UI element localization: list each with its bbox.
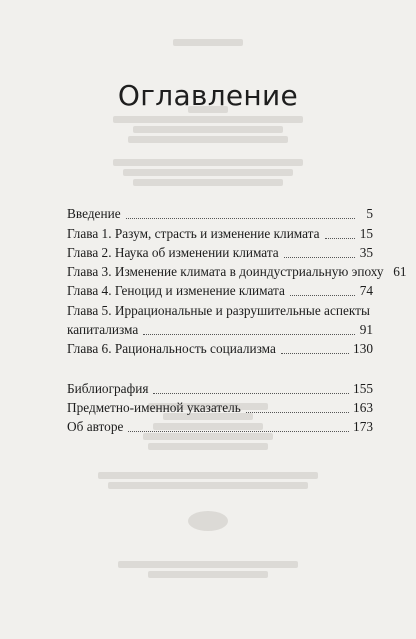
toc-entry-label: Глава 2. Наука об изменении климата: [67, 244, 279, 260]
toc-entry-label: Предметно-именной указатель: [67, 399, 241, 415]
dot-leader: [128, 430, 349, 432]
toc-entry-label: Глава 6. Рациональность социализма: [67, 341, 276, 357]
toc-entry-chapter-1[interactable]: [67, 223, 373, 242]
toc-entry-about-author[interactable]: [67, 417, 373, 436]
toc-entry-chapter-5-line-2[interactable]: [67, 320, 373, 339]
toc-entry-chapter-3[interactable]: [67, 262, 407, 281]
show-through-text: [0, 36, 416, 189]
dot-leader: [281, 352, 349, 354]
toc-entry-label: Об авторе: [67, 419, 124, 435]
dot-leader: [143, 333, 355, 335]
toc-page-number: 163: [353, 399, 373, 415]
toc-entry-label: Глава 3. Изменение климата в доиндустриальную эпоху: [67, 264, 384, 280]
dot-leader: [325, 237, 355, 239]
toc-page-number: 173: [353, 419, 373, 435]
toc-entry-chapter-5-line-1[interactable]: [67, 300, 373, 319]
toc-entry-label: Глава 5. Иррациональные и разрушительные аспекты: [67, 302, 370, 318]
toc-entry-introduction[interactable]: [67, 204, 373, 223]
toc-page-number: 155: [353, 380, 373, 396]
toc-page-number: 74: [359, 283, 373, 299]
dot-leader: [246, 411, 349, 413]
toc-page-number: 130: [353, 341, 373, 357]
toc-page-number: 61: [393, 264, 407, 280]
table-of-contents: [67, 204, 407, 436]
toc-entry-label: Глава 4. Геноцид и изменение климата: [67, 283, 285, 299]
toc-entry-label: Глава 1. Разум, страсть и изменение климата: [67, 225, 320, 241]
section-gap: [67, 358, 373, 378]
toc-entry-label: Введение: [67, 206, 121, 222]
dot-leader: [284, 256, 355, 258]
dot-leader: [126, 217, 355, 219]
dot-leader: [153, 392, 349, 394]
toc-page-number: 35: [359, 244, 373, 260]
toc-page-number: 5: [366, 206, 373, 222]
toc-entry-chapter-2[interactable]: [67, 243, 373, 262]
toc-entry-chapter-4[interactable]: [67, 281, 373, 300]
toc-entry-chapter-6[interactable]: [67, 339, 373, 358]
toc-entry-label: Библиография: [67, 380, 149, 396]
page-title: Оглавление: [117, 78, 299, 112]
toc-entry-index[interactable]: [67, 398, 373, 417]
toc-page-number: 91: [359, 322, 373, 338]
toc-entry-bibliography[interactable]: [67, 378, 373, 397]
dot-leader: [290, 294, 355, 296]
toc-page-number: 15: [359, 225, 373, 241]
toc-entry-label-continued: капитализма: [67, 322, 139, 338]
